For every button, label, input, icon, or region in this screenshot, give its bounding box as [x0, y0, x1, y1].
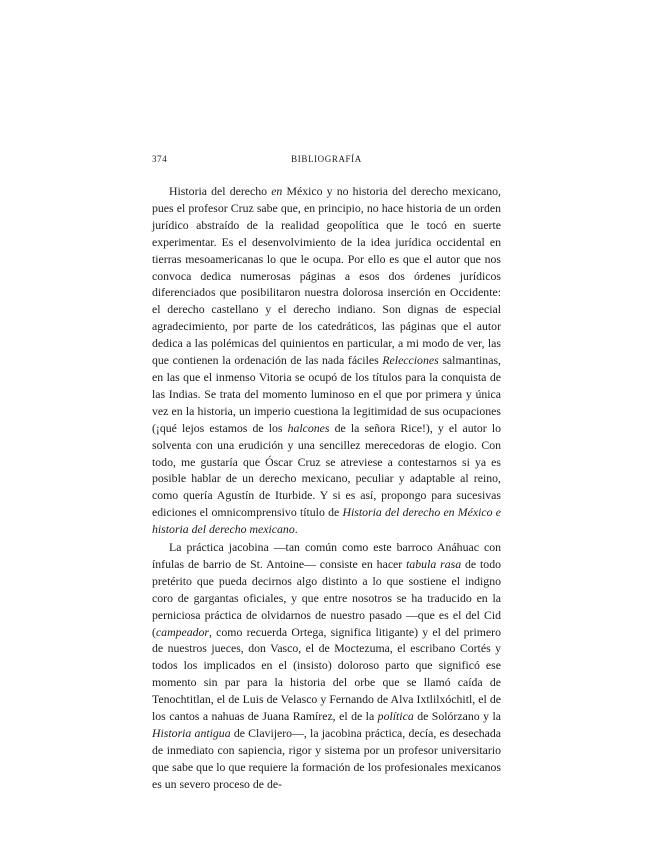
page-number: 374	[152, 154, 168, 164]
italic-text: Historia antigua	[152, 726, 231, 740]
italic-text: Relecciones	[382, 353, 439, 368]
text-run: de la señora Rice!), y el autor lo solventa con una erudición y una sencillez merecedoras de elogio. Con todo, me gustaría que Óscar Cruz se atreviese a contestarnos si ya es posible hablar de un derecho mexicano, peculiar y adaptable al reino, como quería Agustín de Iturbide. Y si es así, propongo para sucesivas ediciones el omnicomprensivo título de	[152, 420, 501, 520]
text-run: La práctica jacobina —tan común como este barroco Anáhuac con ínfulas de barrio de St. Antoine— consiste en hacer	[152, 540, 501, 571]
italic-text: tabula rasa	[406, 556, 462, 571]
running-header	[152, 154, 501, 168]
text-run: , como recuerda Ortega, significa litigante) y el del primero de nuestros jueces, don Vasco, el de Moctezuma, el escribano Cortés y todos los implicados en el (insisto) doloroso parto que significó ese momento sin par para la historia del orbe que se llamó caída de Tenochtitlan, el de Luis de Velasco y Fernando de Alva Ixtlilxóchitl, el de los cantos a nahuas de Juana Ramírez, el de la	[152, 624, 501, 724]
text-run: Historia del derecho	[169, 184, 272, 198]
running-header-title: BIBLIOGRAFÍA	[291, 154, 362, 164]
text-run: salmantinas, en las que el inmenso Vitoria se ocupó de los títulos para la conquista de las Indias. Se trata del momento luminoso en el que por primera y única vez en la historia, un imperio cuestiona la legitimidad de sus ocupaciones (¡qué lejos estamos de los	[152, 353, 501, 435]
italic-text: campeador	[155, 624, 210, 639]
paragraph-2	[152, 539, 501, 793]
italic-text: en	[271, 184, 283, 198]
text-run: de Clavijero—, la jacobina práctica, decía, es desechada de inmediato con sapiencia, rigor y sistema por un profesor universitario que sabe que lo que requiere la formación de los profesionales mexicanos es un severo proceso de de-	[152, 726, 502, 791]
text-run: de Solórzano y la	[413, 709, 501, 724]
body-text	[152, 183, 501, 793]
text-run: .	[294, 522, 298, 537]
paragraph-1	[152, 183, 501, 538]
text-run: México y no historia del derecho mexicano, pues el profesor Cruz sabe que, en principio, no hace historia de un orden jurídico abstraído de la realidad geopolítica que le tocó en suerte experimentar. Es el desenvolvimiento de la idea jurídica occidental en tierras mesoamericanas lo que le ocupa. Por ello es que el autor que nos convoca dedica numerosas páginas a esos dos órdenes jurídicos diferenciados que posibilitaron nuestra dolorosa inserción en Occidente: el derecho castellano y el derecho indiano. Son dignas de especial agradecimiento, por parte de los catedráticos, las páginas que el autor dedica a las polémicas del quinientos en particular, a mi modo de ver, las que contienen la ordenación de las nada fáciles	[152, 184, 501, 368]
italic-text: Historia del derecho en México e historia del derecho mexicano	[152, 505, 501, 537]
italic-text: halcones	[287, 420, 330, 435]
text-run: de todo pretérito que pueda decirnos algo distinto a lo que sostiene el indigno coro de gargantas oficiales, y que entre nosotros se ha traducido en la perniciosa práctica de olvidarnos de nuestro pasado —que es el del Cid (	[152, 556, 501, 639]
italic-text: política	[377, 709, 414, 724]
